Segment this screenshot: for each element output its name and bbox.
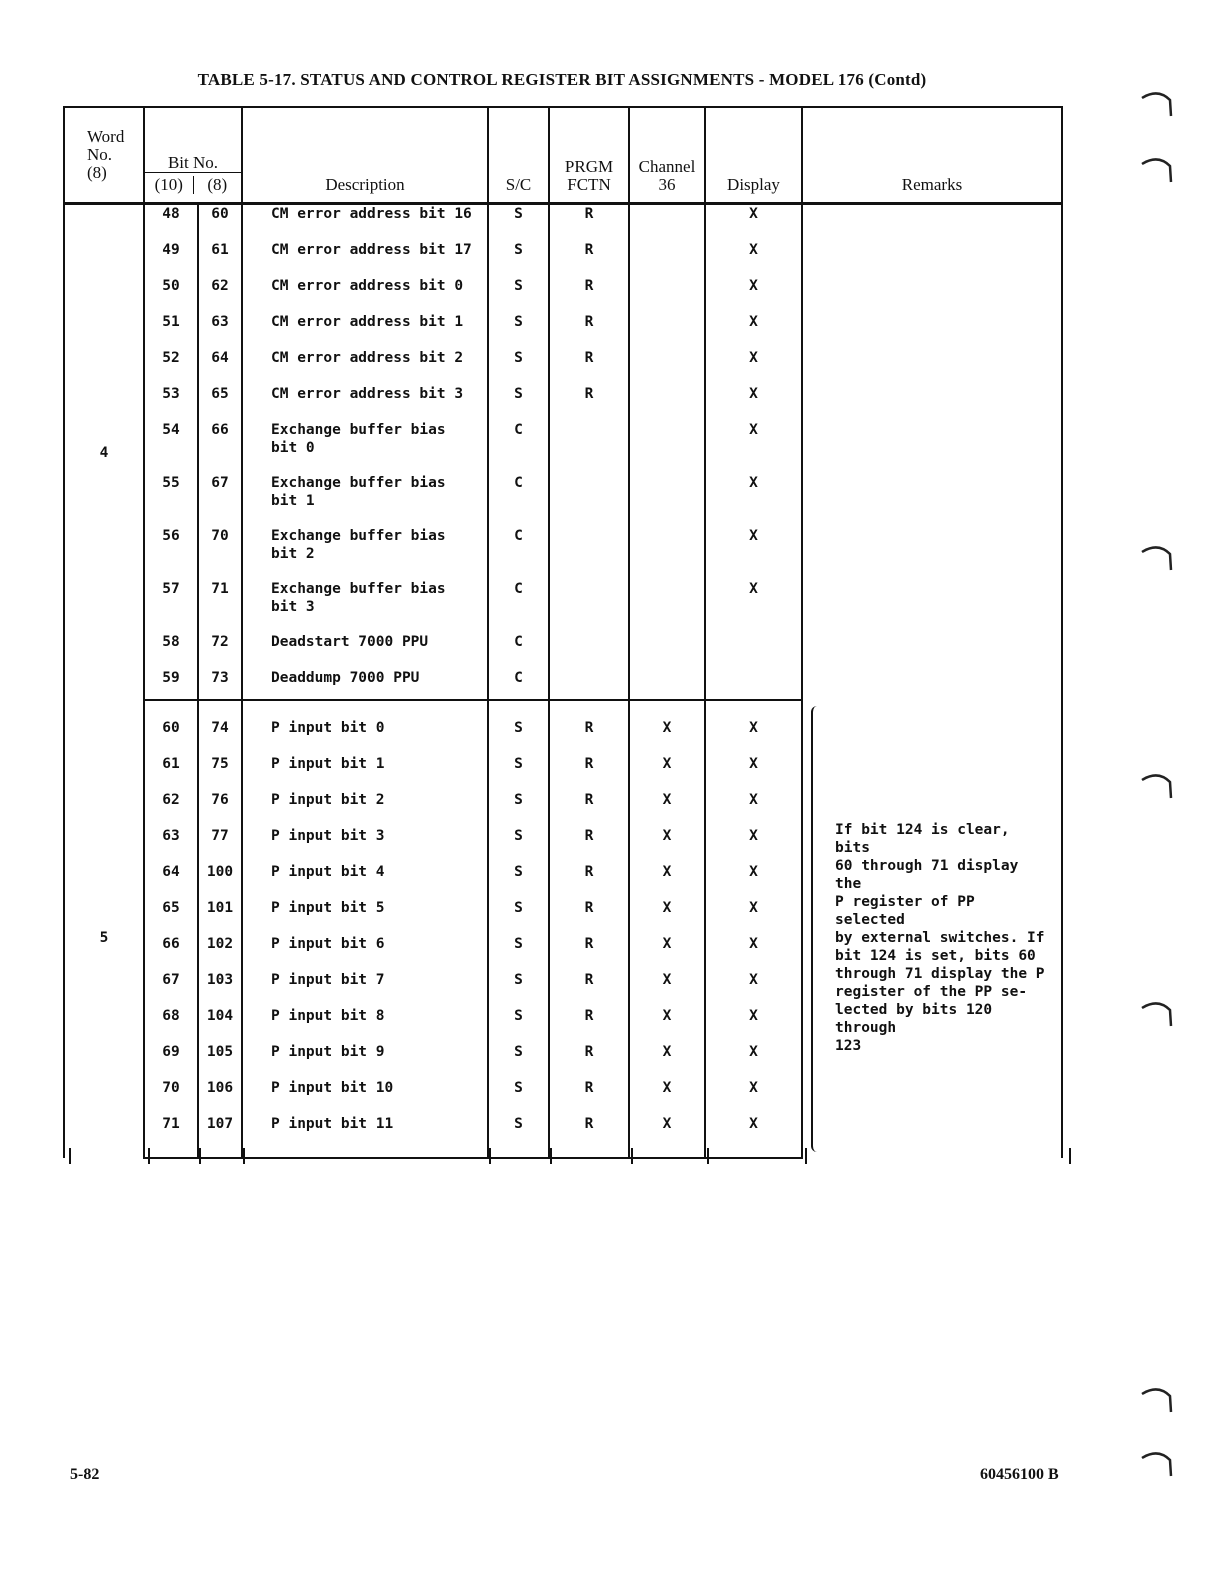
description-line: Exchange buffer bias: [271, 422, 446, 438]
bit-octal-cell: 72: [198, 633, 242, 669]
display-cell: X: [705, 1007, 802, 1043]
remarks-cell: [802, 204, 1062, 701]
description-line: P input bit 0: [271, 720, 385, 736]
header-bit-octal: (8): [207, 175, 228, 194]
bit-octal-cell: 104: [198, 1007, 242, 1043]
description-line: P input bit 5: [271, 900, 385, 916]
channel-cell: X: [629, 791, 705, 827]
display-cell: X: [705, 791, 802, 827]
prgm-fctn-cell: R: [549, 971, 629, 1007]
sc-cell: S: [488, 899, 549, 935]
channel-cell: X: [629, 700, 705, 755]
bit-decimal-cell: 68: [144, 1007, 198, 1043]
bit-octal-cell: 103: [198, 971, 242, 1007]
remark-text: [803, 821, 1061, 1055]
bit-decimal-cell: 60: [144, 700, 198, 755]
sc-cell: S: [488, 827, 549, 863]
sc-cell: S: [488, 1079, 549, 1115]
description-line: P input bit 7: [271, 972, 385, 988]
description-line: CM error address bit 17: [271, 242, 472, 258]
description-line: CM error address bit 0: [271, 278, 464, 294]
description-cell: [242, 827, 488, 863]
bit-decimal-cell: 64: [144, 863, 198, 899]
display-cell: X: [705, 241, 802, 277]
page-number: 5-82: [70, 1466, 100, 1483]
prgm-fctn-cell: R: [549, 755, 629, 791]
display-cell: X: [705, 1043, 802, 1079]
display-cell: X: [705, 1079, 802, 1115]
prgm-fctn-cell: [549, 633, 629, 669]
channel-cell: [629, 580, 705, 633]
brace-icon: [811, 706, 823, 1152]
display-cell: X: [705, 935, 802, 971]
display-cell: X: [705, 385, 802, 421]
bit-decimal-cell: 52: [144, 349, 198, 385]
description-cell: [242, 204, 488, 242]
remark-line: P register of PP selected: [835, 894, 975, 928]
prgm-fctn-cell: R: [549, 313, 629, 349]
bit-octal-cell: 105: [198, 1043, 242, 1079]
channel-cell: X: [629, 1043, 705, 1079]
prgm-fctn-cell: R: [549, 935, 629, 971]
channel-cell: X: [629, 755, 705, 791]
remarks-cell: [802, 700, 1062, 1158]
bit-octal-cell: 71: [198, 580, 242, 633]
bit-decimal-cell: 53: [144, 385, 198, 421]
display-cell: X: [705, 863, 802, 899]
bit-decimal-cell: 71: [144, 1115, 198, 1158]
header-bit-no-label: Bit No.: [145, 154, 241, 173]
header-display: Display: [705, 107, 802, 204]
bit-octal-cell: 63: [198, 313, 242, 349]
description-cell: [242, 700, 488, 755]
bit-octal-cell: 61: [198, 241, 242, 277]
table-row: [64, 204, 1062, 242]
description-cell: [242, 669, 488, 700]
channel-cell: [629, 277, 705, 313]
prgm-fctn-cell: [549, 669, 629, 700]
description-cell: [242, 1043, 488, 1079]
display-cell: X: [705, 204, 802, 242]
word-group-4: [64, 204, 1062, 701]
description-cell: [242, 349, 488, 385]
channel-cell: [629, 421, 705, 474]
prgm-fctn-cell: R: [549, 349, 629, 385]
bit-decimal-cell: 56: [144, 527, 198, 580]
description-cell: [242, 935, 488, 971]
description-line: P input bit 4: [271, 864, 385, 880]
description-cell: [242, 580, 488, 633]
prgm-fctn-cell: [549, 421, 629, 474]
display-cell: X: [705, 755, 802, 791]
remark-line: 60 through 71 display the: [835, 858, 1019, 892]
prgm-fctn-cell: R: [549, 700, 629, 755]
channel-cell: X: [629, 935, 705, 971]
description-cell: [242, 633, 488, 669]
bit-decimal-cell: 61: [144, 755, 198, 791]
bit-decimal-cell: 67: [144, 971, 198, 1007]
bit-octal-cell: 73: [198, 669, 242, 700]
sc-cell: S: [488, 277, 549, 313]
description-line: P input bit 9: [271, 1044, 385, 1060]
bit-decimal-cell: 58: [144, 633, 198, 669]
description-line: bit 2: [271, 546, 315, 562]
sc-cell: S: [488, 863, 549, 899]
display-cell: X: [705, 421, 802, 474]
sc-cell: S: [488, 313, 549, 349]
binding-hole-mark: [1140, 86, 1174, 120]
binding-hole-mark: [1140, 540, 1174, 574]
word-number-cell: 5: [64, 700, 144, 1158]
prgm-fctn-cell: R: [549, 899, 629, 935]
description-line: P input bit 6: [271, 936, 385, 952]
description-cell: [242, 791, 488, 827]
bit-assignment-table: [63, 106, 1063, 1159]
prgm-fctn-cell: [549, 474, 629, 527]
bit-decimal-cell: 50: [144, 277, 198, 313]
channel-cell: [629, 313, 705, 349]
prgm-fctn-cell: R: [549, 385, 629, 421]
description-cell: [242, 241, 488, 277]
bit-decimal-cell: 48: [144, 204, 198, 242]
header-prgm-fctn: PRGM FCTN: [549, 107, 629, 204]
prgm-fctn-cell: R: [549, 791, 629, 827]
bit-octal-cell: 64: [198, 349, 242, 385]
sc-cell: S: [488, 791, 549, 827]
channel-cell: [629, 204, 705, 242]
header-remarks: Remarks: [802, 107, 1062, 204]
remark-line: through 71 display the P: [835, 966, 1045, 982]
prgm-fctn-cell: R: [549, 863, 629, 899]
description-cell: [242, 527, 488, 580]
table-continuation-lines: [63, 1148, 1071, 1164]
display-cell: X: [705, 527, 802, 580]
display-cell: X: [705, 700, 802, 755]
header-row: [64, 107, 1062, 204]
bit-octal-cell: 60: [198, 204, 242, 242]
sc-cell: S: [488, 385, 549, 421]
description-line: CM error address bit 2: [271, 350, 464, 366]
description-line: Exchange buffer bias: [271, 581, 446, 597]
channel-cell: X: [629, 1115, 705, 1158]
description-cell: [242, 1007, 488, 1043]
sc-cell: S: [488, 1115, 549, 1158]
sc-cell: S: [488, 204, 549, 242]
bit-octal-cell: 101: [198, 899, 242, 935]
bit-octal-cell: 106: [198, 1079, 242, 1115]
prgm-fctn-cell: R: [549, 1043, 629, 1079]
word-number-cell: 4: [64, 204, 144, 701]
binding-hole-mark: [1140, 996, 1174, 1030]
sc-cell: S: [488, 935, 549, 971]
binding-hole-mark: [1140, 1382, 1174, 1416]
bit-decimal-cell: 63: [144, 827, 198, 863]
table-row: [64, 700, 1062, 755]
bit-octal-cell: 100: [198, 863, 242, 899]
description-line: P input bit 11: [271, 1116, 394, 1132]
bit-octal-cell: 67: [198, 474, 242, 527]
prgm-fctn-cell: R: [549, 1115, 629, 1158]
description-line: bit 0: [271, 440, 315, 456]
bit-decimal-cell: 51: [144, 313, 198, 349]
description-line: Exchange buffer bias: [271, 475, 446, 491]
display-cell: X: [705, 827, 802, 863]
bit-decimal-cell: 70: [144, 1079, 198, 1115]
sc-cell: S: [488, 971, 549, 1007]
binding-hole-mark: [1140, 152, 1174, 186]
bit-octal-cell: 102: [198, 935, 242, 971]
description-line: bit 1: [271, 493, 315, 509]
channel-cell: [629, 527, 705, 580]
sc-cell: S: [488, 700, 549, 755]
prgm-fctn-cell: R: [549, 277, 629, 313]
display-cell: X: [705, 971, 802, 1007]
bit-decimal-cell: 69: [144, 1043, 198, 1079]
display-cell: X: [705, 474, 802, 527]
channel-cell: [629, 349, 705, 385]
prgm-fctn-cell: R: [549, 204, 629, 242]
word-group-5: [64, 700, 1062, 1158]
remark-line: register of the PP se-: [835, 984, 1028, 1000]
sc-cell: S: [488, 241, 549, 277]
description-cell: [242, 313, 488, 349]
bit-decimal-cell: 59: [144, 669, 198, 700]
table-title: TABLE 5-17. STATUS AND CONTROL REGISTER BIT ASSIGNMENTS - MODEL 176 (Contd): [197, 70, 927, 89]
description-line: CM error address bit 1: [271, 314, 464, 330]
channel-cell: [629, 474, 705, 527]
sc-cell: S: [488, 1043, 549, 1079]
description-cell: [242, 971, 488, 1007]
bit-decimal-cell: 66: [144, 935, 198, 971]
bit-octal-cell: 74: [198, 700, 242, 755]
channel-cell: [629, 241, 705, 277]
channel-cell: [629, 669, 705, 700]
prgm-fctn-cell: R: [549, 827, 629, 863]
channel-cell: X: [629, 899, 705, 935]
description-cell: [242, 863, 488, 899]
display-cell: X: [705, 899, 802, 935]
sc-cell: S: [488, 755, 549, 791]
bit-decimal-cell: 65: [144, 899, 198, 935]
sc-cell: S: [488, 349, 549, 385]
description-cell: [242, 1079, 488, 1115]
header-sc: S/C: [488, 107, 549, 204]
description-line: P input bit 2: [271, 792, 385, 808]
description-line: Deaddump 7000 PPU: [271, 670, 420, 686]
sc-cell: C: [488, 421, 549, 474]
description-line: P input bit 8: [271, 1008, 385, 1024]
bit-decimal-cell: 62: [144, 791, 198, 827]
prgm-fctn-cell: [549, 527, 629, 580]
bit-decimal-cell: 54: [144, 421, 198, 474]
header-bit-no: [144, 107, 242, 204]
prgm-fctn-cell: [549, 580, 629, 633]
description-cell: [242, 421, 488, 474]
bit-octal-cell: 107: [198, 1115, 242, 1158]
header-description: Description: [242, 107, 488, 204]
description-cell: [242, 385, 488, 421]
sc-cell: C: [488, 580, 549, 633]
bit-octal-cell: 62: [198, 277, 242, 313]
bit-octal-cell: 77: [198, 827, 242, 863]
description-line: P input bit 3: [271, 828, 385, 844]
document-number: 60456100 B: [980, 1466, 1059, 1483]
display-cell: X: [705, 313, 802, 349]
bit-octal-cell: 65: [198, 385, 242, 421]
remark-line: lected by bits 120 through: [835, 1002, 993, 1036]
description-cell: [242, 277, 488, 313]
sc-cell: C: [488, 669, 549, 700]
bit-octal-cell: 75: [198, 755, 242, 791]
channel-cell: [629, 385, 705, 421]
sc-cell: C: [488, 527, 549, 580]
channel-cell: X: [629, 863, 705, 899]
description-line: bit 3: [271, 599, 315, 615]
prgm-fctn-cell: R: [549, 1007, 629, 1043]
remark-line: 123: [835, 1038, 862, 1054]
description-line: P input bit 10: [271, 1080, 394, 1096]
display-cell: X: [705, 349, 802, 385]
bit-octal-cell: 66: [198, 421, 242, 474]
channel-cell: X: [629, 1079, 705, 1115]
description-line: P input bit 1: [271, 756, 385, 772]
remark-line: bit 124 is set, bits 60: [835, 948, 1036, 964]
channel-cell: X: [629, 1007, 705, 1043]
bit-decimal-cell: 49: [144, 241, 198, 277]
header-bit-decimal: (10): [145, 176, 194, 194]
bit-octal-cell: 70: [198, 527, 242, 580]
sc-cell: C: [488, 633, 549, 669]
description-line: Exchange buffer bias: [271, 528, 446, 544]
sc-cell: S: [488, 1007, 549, 1043]
description-cell: [242, 474, 488, 527]
header-word-no: Word No. (8): [64, 107, 144, 204]
binding-hole-mark: [1140, 768, 1174, 802]
display-cell: [705, 633, 802, 669]
remark-line: If bit 124 is clear, bits: [835, 822, 1010, 856]
prgm-fctn-cell: R: [549, 1079, 629, 1115]
prgm-fctn-cell: R: [549, 241, 629, 277]
channel-cell: X: [629, 971, 705, 1007]
description-line: CM error address bit 3: [271, 386, 464, 402]
description-cell: [242, 899, 488, 935]
description-cell: [242, 755, 488, 791]
header-channel: Channel 36: [629, 107, 705, 204]
binding-hole-mark: [1140, 1446, 1174, 1480]
channel-cell: X: [629, 827, 705, 863]
bit-decimal-cell: 57: [144, 580, 198, 633]
display-cell: X: [705, 277, 802, 313]
sc-cell: C: [488, 474, 549, 527]
channel-cell: [629, 633, 705, 669]
bit-octal-cell: 76: [198, 791, 242, 827]
description-line: Deadstart 7000 PPU: [271, 634, 429, 650]
display-cell: X: [705, 580, 802, 633]
display-cell: X: [705, 1115, 802, 1158]
display-cell: [705, 669, 802, 700]
remark-line: by external switches. If: [835, 930, 1045, 946]
bit-decimal-cell: 55: [144, 474, 198, 527]
description-line: CM error address bit 16: [271, 206, 472, 222]
